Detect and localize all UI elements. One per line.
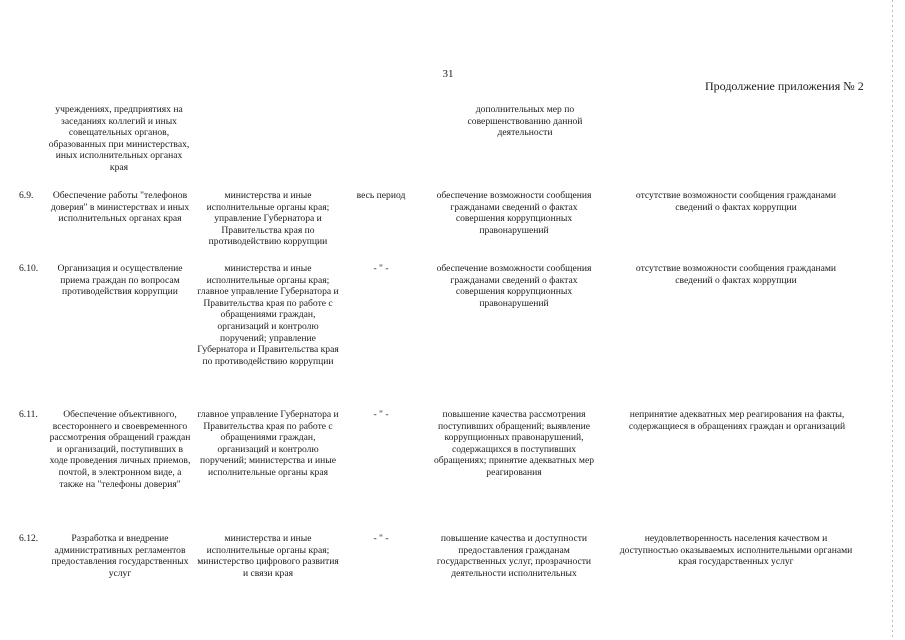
measure-name: Организация и осуществление приема граждан по вопросам противодействия коррупции — [57, 263, 183, 298]
scan-edge-divider — [892, 0, 893, 640]
period: - " - — [373, 533, 389, 544]
page-number: 31 — [442, 68, 454, 80]
measure-name: Обеспечение работы "телефонов доверия" в министерствах и иных исполнительных органах края — [50, 190, 190, 225]
row-number: 6.12. — [19, 533, 39, 544]
expected-result: обеспечение возможности сообщения гражданами сведений о фактах совершения коррупционных правонарушений — [436, 263, 592, 309]
expected-result: повышение качества и доступности предоставления гражданам государственных услуг, прозрачности деятельности исполнительных — [436, 533, 592, 579]
row-number: 6.11. — [19, 409, 38, 420]
risk: отсутствие возможности сообщения гражданами сведений о фактах коррупции — [635, 263, 837, 286]
executor: министерства и иные исполнительные органы края; министерство цифрового развития и связи края — [197, 533, 339, 579]
executor: главное управление Губернатора и Правительства края по работе с обращениями граждан, организаций и контролю поручений; министерства и иные исполнительные органы края — [197, 409, 339, 478]
expected-result: обеспечение возможности сообщения гражданами сведений о фактах совершения коррупционных правонарушений — [436, 190, 592, 236]
period: весь период — [356, 190, 406, 201]
carryover-result-text: дополнительных мер по совершенствованию данной деятельности — [467, 104, 583, 139]
period: - " - — [373, 263, 389, 274]
appendix-continuation-label: Продолжение приложения № 2 — [705, 79, 864, 93]
expected-result: повышение качества рассмотрения поступивших обращений; выявление коррупционных правонарушений, содержащихся в поступивших обращениях; принятие адекватных мер реагирования — [433, 409, 595, 478]
risk: непринятие адекватных мер реагирования на факты, содержащиеся в обращениях граждан и организаций — [628, 409, 846, 432]
row-number: 6.9. — [19, 190, 34, 201]
measure-name: Обеспечение объективного, всестороннего и своевременного рассмотрения обращений граждан и организаций, поступивших в ходе проведения личных приемов, почтой, в электронном виде, а также на "телефоны доверия" — [49, 409, 191, 490]
executor: министерства и иные исполнительные органы края; управление Губернатора и Правительства края по противодействию коррупции — [206, 190, 330, 248]
period: - " - — [373, 409, 389, 420]
carryover-name-text: учреждениях, предприятиях на заседаниях коллегий и иных совещательных органов, образованных при министерствах, иных исполнительных органах края — [48, 104, 190, 173]
executor: министерства и иные исполнительные органы края; главное управление Губернатора и Правительства края по работе с обращениями граждан, организаций и контролю поручений; управление Губернатора и Правительства края по противодействию коррупции — [197, 263, 339, 367]
row-number: 6.10. — [19, 263, 39, 274]
risk: отсутствие возможности сообщения гражданами сведений о фактах коррупции — [635, 190, 837, 213]
risk: неудовлетворенность населения качеством и доступностью оказываемых исполнительными органами края государственных услуг — [619, 533, 853, 568]
measure-name: Разработка и внедрение административных регламентов предоставления государственных услуг — [51, 533, 189, 579]
